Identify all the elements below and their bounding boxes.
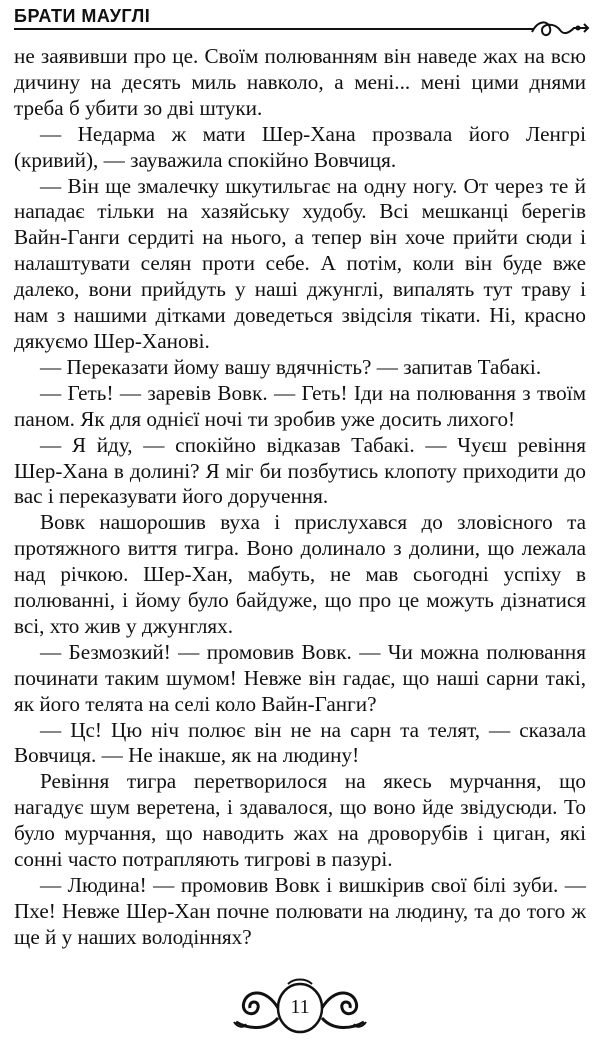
- paragraph: — Людина! — промовив Вовк і вишкірив свої білі зуби. — Пхе! Невже Шер-Хан почне полювати на людину, та до того ж ще й у наших володіннях?: [14, 873, 586, 949]
- header-rule: [14, 28, 534, 30]
- paragraph: — Цс! Цю ніч полює він не на сарн та телят, — сказала Вовчиця. — Не інакше, як на людину!: [14, 717, 586, 768]
- paragraph: — Він ще змалечку шкутильгає на одну ногу. От через те й нападає тільки на хазяйську худобу. Всі мешканці берегів Вайн-Ганги сердиті на нього, а тепер він хоче прийти сюди і налаштувати селян проти себе. А потім, коли він буде вже далеко, вони прийдуть у наші джунглі, випалять тут траву і нам з нашими дітками доведеться звідсіля тікати. Ні, красно дякуємо Шер-Ханові.: [14, 173, 586, 353]
- page-footer: [230, 978, 370, 1040]
- page-header: [14, 6, 588, 36]
- page-number: 11: [290, 996, 310, 1018]
- paragraph: не заявивши про це. Своїм полюванням він наведе жах на всю дичину на десять миль навколо, а мені... мені цими днями треба б убити зо дві штуки.: [14, 44, 586, 120]
- page-body: [14, 44, 586, 951]
- paragraph: — Геть! — заревів Вовк. — Геть! Іди на полювання з твоїм паном. Як для однієї ночі ти зробив уже досить лихого!: [14, 380, 586, 431]
- paragraph: — Я йду, — спокійно відказав Табакі. — Чуєш ревіння Шер-Хана в долині? Я міг би позбутись клопоту приходити до вас і переказувати його доручення.: [14, 432, 586, 509]
- paragraph: — Переказати йому вашу вдячність? — запитав Табакі.: [40, 354, 542, 379]
- paragraph: Вовк нашорошив вуха і прислухався до зловісного та протяжного виття тигра. Воно долинало з долини, що лежала над річкою. Шер-Хан, мабуть, не мав сьогодні успіху в полюванні, і йому було байдуже, що про це можуть дізнатися всі, хто жив у джунглях.: [14, 510, 586, 638]
- paragraph: — Безмозкий! — промовив Вовк. — Чи можна полювання починати таким шумом! Невже він гадає, що наші сарни такі, як його телята на селі коло Вайн-Ганги?: [14, 639, 586, 716]
- paragraph: — Недарма ж мати Шер-Хана прозвала його Ленгрі (кривий), — зауважила спокійно Вовчиця.: [14, 121, 586, 172]
- flourish-icon: [530, 16, 590, 40]
- running-title: БРАТИ МАУГЛІ: [14, 6, 151, 26]
- paragraph: Ревіння тигра перетворилося на якесь мурчання, що нагадує шум веретена, і здавалося, що воно йде звідусюди. То було мурчання, що наводить жах на дроворубів і циган, які сонні часто потрапляють тигрові в пазурі.: [14, 769, 586, 872]
